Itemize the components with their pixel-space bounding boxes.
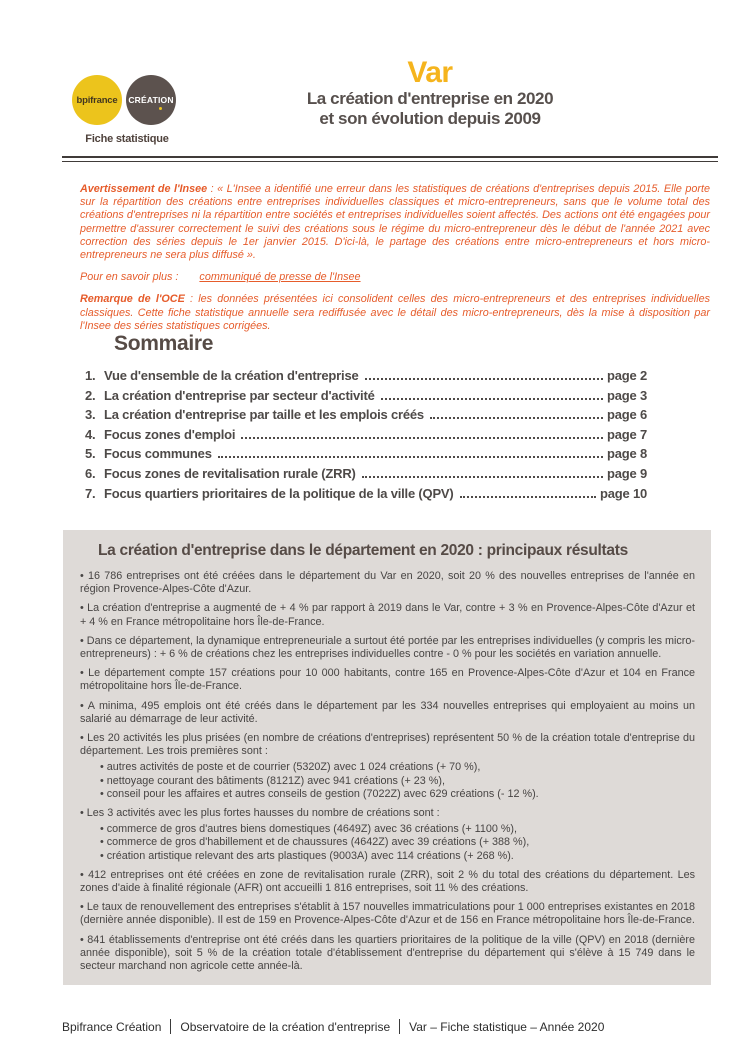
creation-i-dot-icon (159, 107, 162, 110)
toc-dotted-leader (430, 417, 603, 419)
toc-number: 7. (85, 485, 96, 501)
toc-label: La création d'entreprise par taille et les emplois créés (104, 407, 424, 423)
toc-number: 2. (85, 387, 96, 403)
toc-dotted-leader (365, 378, 604, 380)
toc-page: page 8 (607, 446, 647, 462)
footer-brand: Bpifrance Création (62, 1019, 162, 1034)
result-bullet-2: • La création d'entreprise a augmenté de + 4 % par rapport à 2019 dans le Var, contre + 3 % en Provence-Alpes-Côte d'Azur et + 4 % en France métropolitaine hors Île-de-France. (80, 602, 695, 628)
toc-number: 3. (85, 407, 96, 423)
toc-item-6 (85, 464, 647, 484)
toc-label: Focus communes (104, 446, 212, 462)
insee-warning-text: : « L'Insee a identifié une erreur dans les statistiques de créations d'entreprises depuis 2015. Elle porte sur la répartition des créations entre entreprises individuelles classiques et micro-entrepreneurs, sans que le volume total des créations d'entreprises ni la répartition entre sociétés et entreprises individuelles soient affectés. Des actions ont été engagées pour permettre d'assurer correctement le suivi des créations sous le régime du micro-entrepreneur dès le début de l'année 2021 avec correction des séries depuis le 1er janvier 2015. D'ici-là, le partage des créations entre micro-entrepreneurs et hors micro-entrepreneurs ne sera plus diffusé ». (80, 183, 710, 262)
footer-observatory: Observatoire de la création d'entreprise (180, 1019, 391, 1034)
document-header (288, 57, 572, 129)
toc-page: page 3 (607, 387, 647, 403)
bpifrance-logo-text: bpifrance (76, 94, 118, 106)
toc-page: page 10 (599, 485, 647, 501)
page-footer (62, 1019, 613, 1034)
result-bullet-9: • Le taux de renouvellement des entreprises s'établit à 157 nouvelles immatriculations pour 1 000 entreprises existantes en 2018 (dernière année disponible). Il est de 159 en Provence-Alpes-Côte d'Azur et de 156 en France métropolitaine hors Île-de-France. (80, 901, 695, 927)
toc-item-1 (85, 366, 647, 386)
result-bullet-10: • 841 établissements d'entreprise ont été créés dans les quartiers prioritaires de la politique de la ville (QPV) en 2018 (dernière année disponible), soit 5 % de la création totale d'établissement d'entreprise du département qui s'élève à 15 749 dans le secteur marchand non agricole cette année-là. (80, 934, 695, 974)
footer-doc-ref: Var – Fiche statistique – Année 2020 (409, 1019, 605, 1034)
toc-item-2 (85, 386, 647, 406)
toc-item-3 (85, 405, 647, 425)
result-bullet-1: • 16 786 entreprises ont été créées dans le département du Var en 2020, soit 20 % des nouvelles entreprises de l'année en région Provence-Alpes-Côte d'Azur. (80, 570, 695, 596)
result-bullet-5: • A minima, 495 emplois ont été créés dans le département par les 334 nouvelles entreprises qui employaient au moins un salarié au démarrage de leur activité. (80, 700, 695, 726)
result-sub-bullet: • autres activités de poste et de courrier (5320Z) avec 1 024 créations (+ 70 %), (100, 761, 695, 774)
more-info-label: Pour en savoir plus : (80, 271, 182, 284)
header-divider (62, 156, 718, 162)
toc-item-7 (85, 484, 647, 504)
region-title: Var (407, 56, 453, 89)
toc-label: Focus quartiers prioritaires de la politique de la ville (QPV) (104, 485, 454, 501)
toc-page: page 7 (607, 426, 647, 442)
toc-dotted-leader (218, 456, 603, 458)
logo-caption: Fiche statistique (85, 133, 169, 145)
doc-title-line1: La création d'entreprise en 2020 (306, 89, 554, 108)
oce-remark-label: Remarque de l'OCE (80, 293, 185, 306)
results-heading: La création d'entreprise dans le département en 2020 : principaux résultats (98, 542, 628, 559)
toc-label: Vue d'ensemble de la création d'entreprise (104, 368, 359, 383)
result-sub-bullet: • commerce de gros d'autres biens domestiques (4649Z) avec 36 créations (+ 1100 %), (100, 823, 695, 836)
insee-warning-label: Avertissement de l'Insee (80, 183, 208, 195)
result-bullet-7-sublist (100, 823, 695, 863)
toc-number: 4. (85, 426, 96, 442)
toc-dotted-leader (241, 437, 603, 439)
oce-remark-text: : les données présentées ici consolident celles des micro-entrepreneurs et des entreprises individuelles classiques. Cette fiche statistique annuelle sera rediffusée avec le détail des micro-entrepreneurs, dès la mise à disposition par l'Insee des séries statistiques corrigées. (80, 293, 710, 332)
toc-label: Focus zones d'emploi (104, 426, 236, 442)
toc-dotted-leader (460, 496, 596, 498)
result-bullet-6: • Les 20 activités les plus prisées (en nombre de créations d'entreprises) représentent 50 % de la création totale d'entreprise du département. Les trois premières sont : (80, 732, 695, 758)
toc-dotted-leader (362, 476, 603, 478)
creation-logo-circle (126, 75, 176, 125)
more-info-line (80, 271, 710, 284)
toc-dotted-leader (381, 398, 603, 400)
result-bullet-3: • Dans ce département, la dynamique entrepreneuriale a surtout été portée par les entreprises individuelles (y compris les micro-entrepreneurs) : + 6 % de créations chez les entreprises individuelles contre - 0 % pour les sociétés en variation annuelle. (80, 635, 695, 661)
result-bullet-4: • Le département compte 157 créations pour 10 000 habitants, contre 165 en Provence-Alpes-Côte d'Azur et 104 en France métropolitaine hors Île-de-France. (80, 667, 695, 693)
logo-circles (72, 75, 184, 127)
toc-number: 1. (85, 368, 96, 383)
result-sub-bullet: • nettoyage courant des bâtiments (8121Z) avec 941 créations (+ 23 %), (100, 775, 695, 788)
result-bullet-6-sublist (100, 761, 695, 801)
toc-item-4 (85, 425, 647, 445)
bpifrance-logo-circle (72, 75, 122, 125)
toc-item-5 (85, 444, 647, 464)
toc-number: 6. (85, 465, 96, 481)
sommaire-list (85, 366, 647, 503)
result-bullet-8: • 412 entreprises ont été créées en zone de revitalisation rurale (ZRR), soit 2 % du total des créations du département. Les zones d'aide à finalité régionale (AFR) ont accueilli 1 816 entreprises, soit 11 % des créations. (80, 869, 695, 895)
insee-press-release-link[interactable]: communiqué de presse de l'Insee (199, 271, 361, 284)
sommaire-heading: Sommaire (114, 332, 214, 355)
result-sub-bullet: • conseil pour les affaires et autres conseils de gestion (7022Z) avec 629 créations (- 12 %). (100, 788, 695, 801)
insee-notice (80, 183, 710, 342)
toc-number: 5. (85, 446, 96, 462)
toc-label: La création d'entreprise par secteur d'activité (104, 387, 375, 403)
toc-page: page 2 (607, 368, 647, 383)
oce-remark-paragraph (80, 293, 710, 333)
result-bullet-7: • Les 3 activités avec les plus fortes hausses du nombre de créations sont : (80, 807, 695, 820)
key-results-panel (63, 530, 711, 985)
doc-title-line2: et son évolution depuis 2009 (319, 109, 541, 128)
toc-label: Focus zones de revitalisation rurale (ZRR) (104, 465, 356, 481)
insee-warning-paragraph (80, 183, 710, 262)
toc-page: page 9 (607, 465, 647, 481)
result-sub-bullet: • commerce de gros d'habillement et de chaussures (4642Z) avec 39 créations (+ 388 %), (100, 836, 695, 849)
result-sub-bullet: • création artistique relevant des arts plastiques (9003A) avec 114 créations (+ 268 %). (100, 850, 695, 863)
toc-page: page 6 (607, 407, 647, 423)
bpifrance-creation-logo (72, 75, 184, 145)
creation-logo-text: CRÉATION (128, 95, 174, 105)
